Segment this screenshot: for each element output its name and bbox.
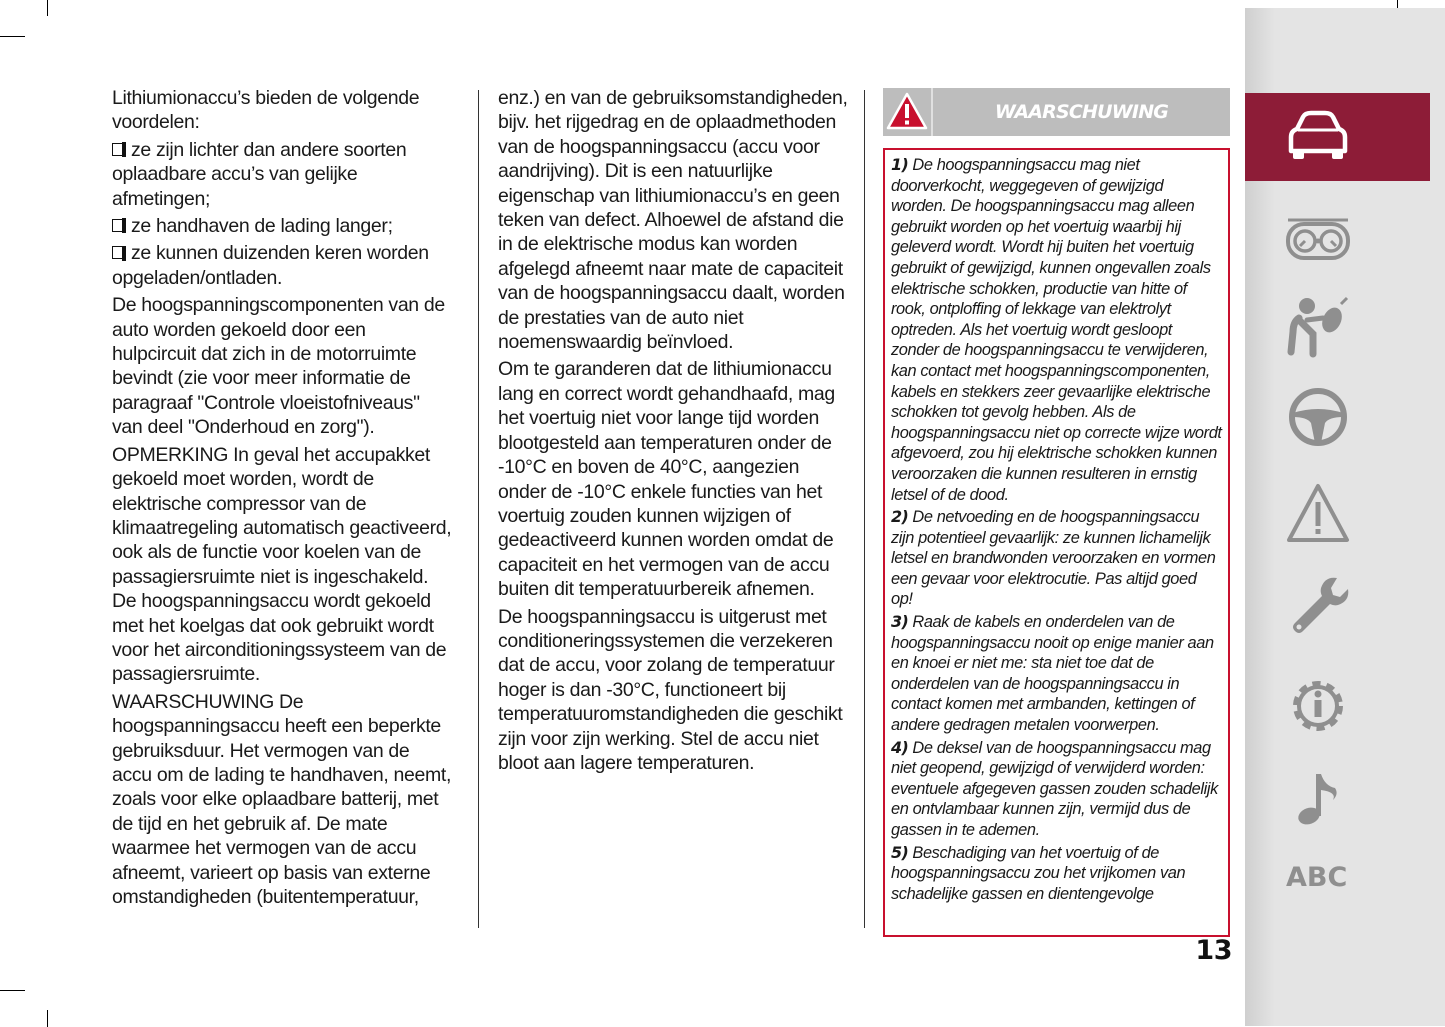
bullet-item: ze handhaven de lading langer; xyxy=(112,214,452,238)
tab-car[interactable] xyxy=(1245,93,1430,181)
body-paragraph: WAARSCHUWING De hoogspanningsaccu heeft een beperkte gebruiksduur. Het vermogen van de accu om de lading te handhaven, neemt, zoals voor elke oplaadbare batterij, met de tijd en het gebruik af. De mate waarmee het vermogen van de accu afneemt, varieert op basis van externe omstandigheden (buitentemperatuur, xyxy=(112,690,452,908)
tab-multimedia[interactable] xyxy=(1245,752,1430,840)
column-divider xyxy=(478,90,479,928)
tab-index[interactable]: ABC xyxy=(1286,862,1348,893)
text-column-2 xyxy=(498,86,848,778)
tab-maintenance[interactable] xyxy=(1245,560,1430,648)
steering-wheel-icon xyxy=(1285,385,1351,449)
body-paragraph: De hoogspanningscomponenten van de auto worden gekoeld door een hulpcircuit dat zich in de motorruimte bevindt (zie voor meer informatie de paragraaf "Controle vloeistofniveaus" van deel "Onderhoud en zorg"). xyxy=(112,294,445,439)
tab-dashboard[interactable] xyxy=(1245,186,1430,274)
text-column-1 xyxy=(112,86,452,912)
tab-warnings[interactable] xyxy=(1245,470,1430,558)
wrench-icon xyxy=(1285,572,1351,642)
warning-title: WAARSCHUWING xyxy=(994,101,1169,123)
column-divider xyxy=(864,90,865,928)
bullet-item: ze kunnen duizenden keren worden opgeladen/ontladen. xyxy=(112,242,429,289)
warning-item: 3) Raak de kabels en onderdelen van de hoogspanningsaccu nooit op enige manier aan en knoei er niet me: sta niet toe dat de onderdelen van de hoogspanningsaccu in contact komen met armbanden, kettingen of andere gedragen metalen voorwerpen. xyxy=(891,612,1214,735)
car-icon xyxy=(1285,105,1351,169)
info-gear-icon xyxy=(1285,670,1351,740)
tab-safety[interactable] xyxy=(1245,278,1430,366)
airbag-icon xyxy=(1285,290,1351,360)
warning-item: 4) De deksel van de hoogspanningsaccu mag niet geopend, gewijzigd of verwijderd worden: eventuele afgegeven gassen zouden schadelijk en ontvlambaar kunnen zijn, vermijd dus de gassen in te ademen. xyxy=(891,737,1218,839)
intro-paragraph: Lithiumionaccu’s bieden de volgende voordelen: xyxy=(112,87,420,134)
checkbox-bullet-icon xyxy=(112,143,125,156)
page-number: 13 xyxy=(1195,935,1232,966)
tab-technical-data[interactable] xyxy=(1245,658,1430,746)
warning-triangle-icon xyxy=(1285,482,1351,546)
crop-mark xyxy=(47,0,48,16)
dashboard-icon xyxy=(1285,198,1351,262)
warning-header xyxy=(883,88,1230,136)
warning-triangle-icon xyxy=(883,88,931,136)
crop-mark xyxy=(0,990,25,991)
warning-box xyxy=(883,148,1230,937)
body-paragraph: OPMERKING In geval het accupakket gekoeld moet worden, wordt de elektrische compressor van de klimaatregeling automatisch geactiveerd, ook als de functie voor koelen van de passagiersruimte niet is ingeschakeld. De hoogspanningsaccu wordt gekoeld met het koelgas dat ook gebruikt wordt voor het airconditioningssysteem van de passagiersruimte. xyxy=(112,443,452,686)
music-note-icon xyxy=(1285,764,1351,834)
body-paragraph: De hoogspanningsaccu is uitgerust met conditioneringssystemen die verzekeren dat de accu, voor zolang de temperatuur hoger is dan -30°C, functioneert bij temperatuuromstandigheden die geschikt zijn voor zijn werking. Stel de accu niet bloot aan lagere temperaturen. xyxy=(498,605,843,774)
warning-item: 5) Beschadiging van het voertuig of de hoogspanningsaccu zou het vrijkomen van schadelijke gassen en dientengevolge xyxy=(891,842,1186,903)
crop-mark xyxy=(0,36,25,37)
warning-item: 1) De hoogspanningsaccu mag niet doorverkocht, weggegeven of gewijzigd worden. De hoogspanningsaccu mag alleen gebruikt worden op het voertuig waarbij hij geleverd wordt. Wordt hij buiten het voertuig gebruikt of gewijzigd, kunnen ongevallen zoals elektrische schokken, productie van hitte of rook, ontploffing of lekkage van elektrolyt optreden. Als het voertuig wordt gesloopt zonder de hoogspanningsaccu te verwijderen, kan contact met hoogspanningscomponenten, kabels en stekkers zeer gevaarlijke elektrische schokken tot gevolg hebben. Als de hoogspanningsaccu niet op correcte wijze wordt afgevoerd, zou hij elektrische schokken kunnen veroorzaken die kunnen resulteren in ernstig letsel of de dood. xyxy=(891,155,1222,504)
checkbox-bullet-icon xyxy=(112,219,125,232)
crop-mark xyxy=(47,1010,48,1027)
body-paragraph: Om te garanderen dat de lithiumionaccu lang en correct wordt gehandhaafd, mag het voertuig niet voor lange tijd worden blootgesteld aan temperaturen onder de -10°C en boven de 40°C, aangezien onder de -10°C enkele functies van het voertuig zouden kunnen wijzigen of gedeactiveerd kunnen worden omdat de capaciteit en het vermogen van de accu buiten dit temperatuurbereik afnemen. xyxy=(498,358,835,601)
tab-driving[interactable] xyxy=(1245,373,1430,461)
checkbox-bullet-icon xyxy=(112,246,125,259)
bullet-item: ze zijn lichter dan andere soorten oplaadbare accu’s van gelijke afmetingen; xyxy=(112,138,407,210)
body-paragraph: enz.) en van de gebruiksomstandigheden, bijv. het rijgedrag en de oplaadmethoden van de hoogspanningsaccu (accu voor aandrijving). Dit is een natuurlijke eigenschap van lithiumionaccu’s en geen teken van defect. Alhoewel de afstand die in de elektrische modus kan worden afgelegd afneemt naar mate de capaciteit van de hoogspanningsaccu daalt, worden de prestaties van de auto niet noemenswaardig beïnvloed. xyxy=(498,87,848,354)
warning-item: 2) De netvoeding en de hoogspanningsaccu zijn potentieel gevaarlijk: ze kunnen lichamelijk letsel en brandwonden veroorzaken en vormen een gevaar voor elektrocutie. Pas altijd goed op! xyxy=(891,507,1216,609)
